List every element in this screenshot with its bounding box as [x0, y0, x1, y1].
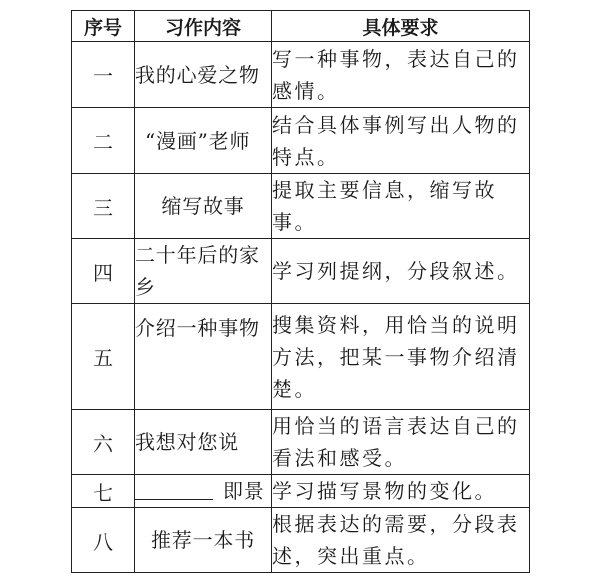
row-content: 二十年后的家乡 — [135, 239, 272, 304]
fill-in-blank — [135, 499, 213, 500]
table-row — [72, 475, 530, 508]
row-requirement: 提取主要信息，缩写故事。 — [272, 174, 530, 239]
header-row — [72, 11, 530, 42]
row-number: 三 — [72, 174, 135, 239]
header-number: 序号 — [72, 11, 135, 42]
row-number: 六 — [72, 410, 135, 475]
row-requirement: 根据表达的需要，分段表述，突出重点。 — [272, 508, 530, 573]
table-row — [72, 239, 530, 304]
table-row — [72, 508, 530, 573]
row-number: 二 — [72, 108, 135, 174]
row-content: 介绍一种事物 — [135, 304, 272, 410]
header-requirement: 具体要求 — [272, 11, 530, 42]
row-content: 我想对您说 — [135, 410, 272, 475]
row-number: 五 — [72, 304, 135, 410]
writing-tasks-table — [71, 10, 530, 573]
row-content: 缩写故事 — [135, 174, 272, 239]
row-requirement: 结合具体事例写出人物的特点。 — [272, 108, 530, 174]
row-content-cell — [135, 475, 272, 508]
row-requirement: 写一种事物，表达自己的感情。 — [272, 42, 530, 108]
table-row — [72, 174, 530, 239]
row-requirement: 学习描写景物的变化。 — [272, 475, 530, 508]
row-content: 即景 — [223, 479, 265, 503]
header-content: 习作内容 — [135, 11, 272, 42]
row-content: “漫画”老师 — [135, 108, 272, 174]
row-number: 七 — [72, 475, 135, 508]
row-number: 一 — [72, 42, 135, 108]
table-row — [72, 108, 530, 174]
row-content: 我的心爱之物 — [135, 42, 272, 108]
table-row — [72, 42, 530, 108]
row-content: 推荐一本书 — [135, 508, 272, 573]
row-requirement: 搜集资料，用恰当的说明方法，把某一事物介绍清楚。 — [272, 304, 530, 410]
row-requirement: 学习列提纲，分段叙述。 — [272, 239, 530, 304]
table-row — [72, 410, 530, 475]
row-number: 八 — [72, 508, 135, 573]
row-requirement: 用恰当的语言表达自己的看法和感受。 — [272, 410, 530, 475]
table-row — [72, 304, 530, 410]
row-number: 四 — [72, 239, 135, 304]
